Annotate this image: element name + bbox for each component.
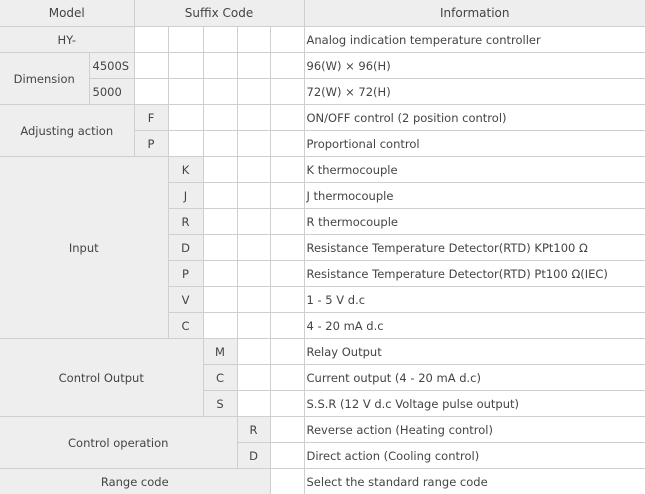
table-row	[0, 417, 645, 443]
control-operation-label: Control operation	[0, 417, 237, 469]
empty-cell	[270, 339, 304, 365]
info-cell: 1 - 5 V d.c	[304, 287, 645, 313]
empty-cell	[203, 183, 237, 209]
range-code-label: Range code	[0, 469, 270, 494]
empty-cell	[270, 131, 304, 157]
empty-cell	[168, 27, 203, 53]
info-cell: Direct action (Cooling control)	[304, 443, 645, 469]
control-operation-code: D	[237, 443, 270, 469]
header-model: Model	[0, 0, 134, 27]
empty-cell	[237, 365, 270, 391]
empty-cell	[270, 443, 304, 469]
empty-cell	[203, 157, 237, 183]
empty-cell	[237, 209, 270, 235]
empty-cell	[270, 261, 304, 287]
empty-cell	[270, 209, 304, 235]
input-code: R	[168, 209, 203, 235]
empty-cell	[203, 27, 237, 53]
empty-cell	[203, 287, 237, 313]
control-output-code: M	[203, 339, 237, 365]
input-label: Input	[0, 157, 168, 339]
empty-cell	[203, 79, 237, 105]
empty-cell	[168, 53, 203, 79]
info-cell: Resistance Temperature Detector(RTD) Pt100 Ω(IEC)	[304, 261, 645, 287]
empty-cell	[270, 157, 304, 183]
empty-cell	[134, 53, 168, 79]
table-row	[0, 469, 645, 494]
info-cell: 72(W) × 72(H)	[304, 79, 645, 105]
info-cell: S.S.R (12 V d.c Voltage pulse output)	[304, 391, 645, 417]
table-row	[0, 157, 645, 183]
adjusting-action-label: Adjusting action	[0, 105, 134, 157]
empty-cell	[168, 131, 203, 157]
control-output-label: Control Output	[0, 339, 203, 417]
table-row	[0, 105, 645, 131]
empty-cell	[134, 27, 168, 53]
info-cell: Analog indication temperature controller	[304, 27, 645, 53]
info-cell: Resistance Temperature Detector(RTD) KPt100 Ω	[304, 235, 645, 261]
empty-cell	[237, 261, 270, 287]
input-code: P	[168, 261, 203, 287]
table-row	[0, 339, 645, 365]
table-row	[0, 27, 645, 53]
empty-cell	[237, 313, 270, 339]
empty-cell	[270, 27, 304, 53]
info-cell: R thermocouple	[304, 209, 645, 235]
empty-cell	[270, 417, 304, 443]
empty-cell	[203, 261, 237, 287]
adjusting-action-code: F	[134, 105, 168, 131]
empty-cell	[168, 105, 203, 131]
empty-cell	[237, 339, 270, 365]
header-information: Information	[304, 0, 645, 27]
empty-cell	[203, 313, 237, 339]
empty-cell	[237, 53, 270, 79]
empty-cell	[237, 157, 270, 183]
input-code: D	[168, 235, 203, 261]
empty-cell	[203, 131, 237, 157]
empty-cell	[203, 53, 237, 79]
info-cell: K thermocouple	[304, 157, 645, 183]
dimension-label: Dimension	[0, 53, 89, 105]
empty-cell	[203, 235, 237, 261]
info-cell: Proportional control	[304, 131, 645, 157]
empty-cell	[270, 365, 304, 391]
info-cell: ON/OFF control (2 position control)	[304, 105, 645, 131]
input-code: C	[168, 313, 203, 339]
dimension-code: 4500S	[89, 53, 134, 79]
table-row	[0, 79, 645, 105]
empty-cell	[237, 131, 270, 157]
empty-cell	[237, 235, 270, 261]
input-code: V	[168, 287, 203, 313]
empty-cell	[270, 53, 304, 79]
empty-cell	[270, 235, 304, 261]
empty-cell	[270, 183, 304, 209]
empty-cell	[134, 79, 168, 105]
empty-cell	[270, 313, 304, 339]
empty-cell	[270, 105, 304, 131]
empty-cell	[237, 27, 270, 53]
empty-cell	[237, 105, 270, 131]
empty-cell	[270, 469, 304, 494]
header-suffix-code: Suffix Code	[134, 0, 304, 27]
empty-cell	[237, 79, 270, 105]
empty-cell	[237, 287, 270, 313]
empty-cell	[270, 79, 304, 105]
empty-cell	[237, 183, 270, 209]
model-prefix: HY-	[0, 27, 134, 53]
info-cell: Reverse action (Heating control)	[304, 417, 645, 443]
input-code: J	[168, 183, 203, 209]
adjusting-action-code: P	[134, 131, 168, 157]
info-cell: J thermocouple	[304, 183, 645, 209]
header-row	[0, 0, 645, 27]
empty-cell	[203, 105, 237, 131]
empty-cell	[270, 287, 304, 313]
info-cell: 4 - 20 mA d.c	[304, 313, 645, 339]
empty-cell	[237, 391, 270, 417]
control-operation-code: R	[237, 417, 270, 443]
table-row	[0, 53, 645, 79]
info-cell: 96(W) × 96(H)	[304, 53, 645, 79]
control-output-code: S	[203, 391, 237, 417]
info-cell: Relay Output	[304, 339, 645, 365]
info-cell: Current output (4 - 20 mA d.c)	[304, 365, 645, 391]
empty-cell	[270, 391, 304, 417]
empty-cell	[168, 79, 203, 105]
control-output-code: C	[203, 365, 237, 391]
empty-cell	[203, 209, 237, 235]
info-cell: Select the standard range code	[304, 469, 645, 494]
input-code: K	[168, 157, 203, 183]
dimension-code: 5000	[89, 79, 134, 105]
